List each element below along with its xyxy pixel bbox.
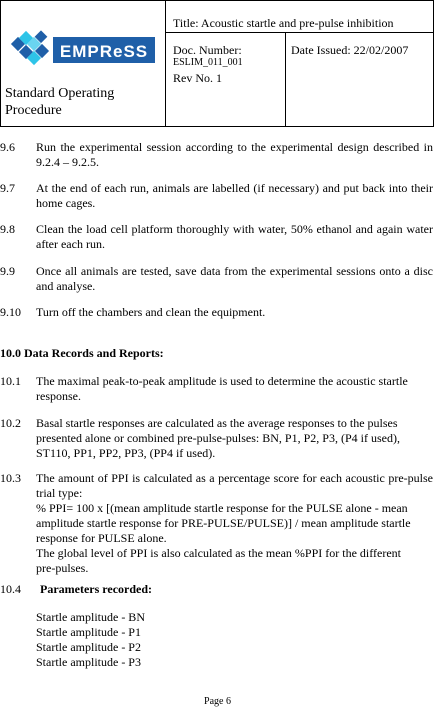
section-heading: 10.0 Data Records and Reports:: [0, 346, 164, 360]
ppi-formula: % PPI= 100 x [(mean amplitude startle response for the PULSE alone - mean amplitude startle response for PRE-PULSE/PULSE)] / mean amplitude startle response for PULSE alone.: [36, 501, 411, 545]
doc-number-label: Doc. Number:: [173, 43, 242, 57]
date-cell: [285, 32, 434, 127]
record-number: 10.2: [0, 416, 21, 430]
parameter-item: Startle amplitude - P1: [36, 625, 141, 639]
document-title: Title: Acoustic startle and pre-pulse inhibition: [173, 16, 394, 30]
step-number: 9.10: [0, 305, 21, 319]
record-text: The maximal peak-to-peak amplitude is used to determine the acoustic startle response.: [36, 374, 408, 403]
step-number: 9.7: [0, 181, 15, 195]
document-header: [0, 0, 434, 127]
step-number: 9.8: [0, 222, 15, 236]
page-number: Page 6: [204, 696, 231, 707]
record-number: 10.3: [0, 471, 21, 485]
parameter-item: Startle amplitude - P2: [36, 640, 141, 654]
empress-logo: [9, 29, 157, 69]
step-number: 9.9: [0, 264, 15, 278]
step-text: Run the experimental session according to the experimental design described in 9.2.4 – 9.2.5.: [36, 140, 433, 169]
record-text: Basal startle responses are calculated as the average responses to the pulses presented alone or combined pre-pulse-pulses: BN, P1, P2, P3, (P4 if used), ST110, PP1, PP2, PP3, (PP4 if used).: [36, 416, 400, 460]
logo-cell: [0, 0, 166, 127]
date-issued: Date Issued: 22/02/2007: [291, 43, 409, 57]
sop-line-1: Standard Operating: [5, 86, 115, 101]
ppi-intro: The amount of PPI is calculated as a percentage score for each acoustic pre-pulse trial type:: [36, 471, 433, 500]
doc-number-cell: [165, 32, 286, 127]
sop-label: [5, 85, 114, 119]
parameter-item: Startle amplitude - BN: [36, 610, 145, 624]
logo-text: EMPReSS: [59, 42, 149, 61]
step-text: Turn off the chambers and clean the equipment.: [36, 305, 266, 319]
revision-number: Rev No. 1: [173, 71, 222, 85]
doc-code: ESLIM_011_001: [173, 57, 243, 68]
step-text: Clean the load cell platform thoroughly with water, 50% ethanol and again water after each run.: [36, 222, 433, 251]
parameters-list: [36, 610, 145, 670]
step-text: Once all animals are tested, save data from the experimental sessions onto a disc and analyse.: [36, 264, 433, 293]
title-cell: [165, 0, 434, 33]
record-text-ppi: [36, 471, 433, 576]
sop-line-2: Procedure: [5, 103, 62, 118]
record-number: 10.4: [0, 582, 21, 596]
ppi-global: The global level of PPI is also calculated as the mean %PPI for the different pre-pulses.: [36, 546, 402, 575]
step-number: 9.6: [0, 140, 15, 154]
record-number: 10.1: [0, 374, 21, 388]
step-text: At the end of each run, animals are labelled (if necessary) and put back into their home cages.: [36, 181, 433, 210]
parameter-item: Startle amplitude - P3: [36, 655, 141, 669]
parameters-label: Parameters recorded:: [40, 582, 153, 596]
